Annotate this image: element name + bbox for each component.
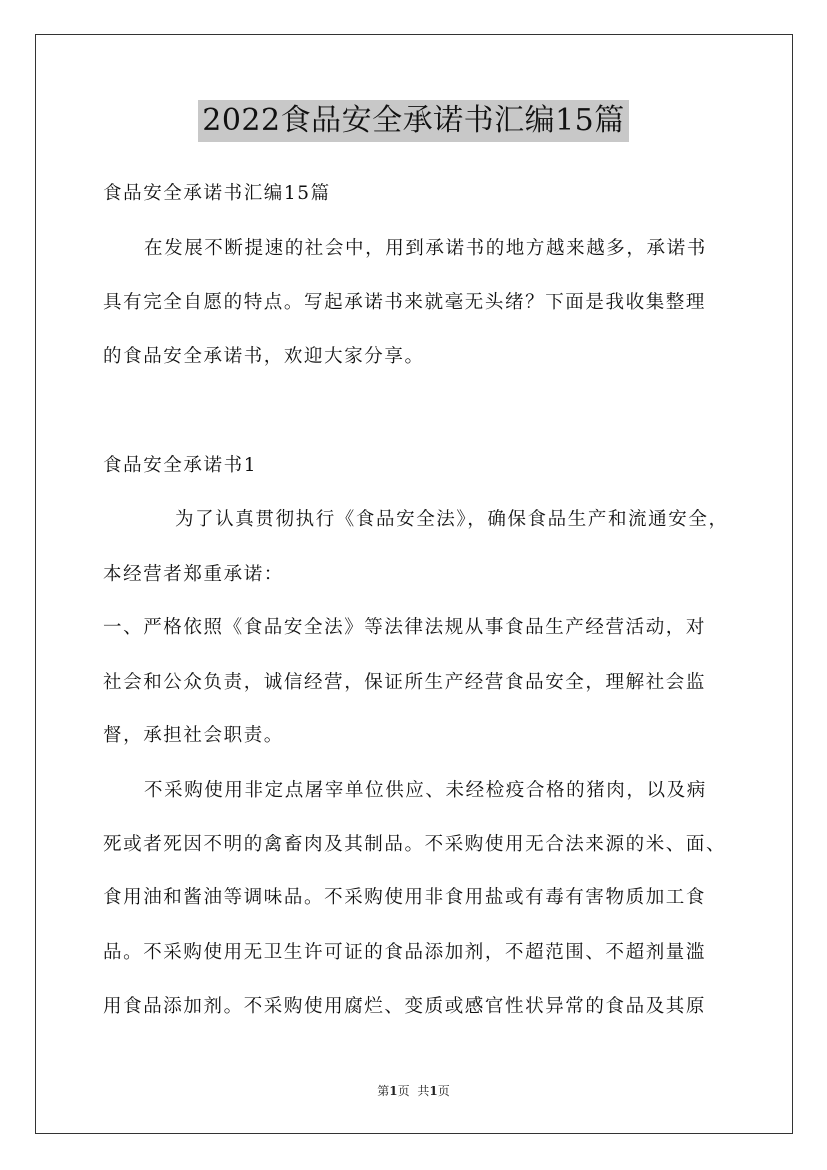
body-line: 在发展不断提速的社会中，用到承诺书的地方越来越多，承诺书 bbox=[144, 238, 707, 259]
body-line: 督，承担社会职责。 bbox=[103, 725, 284, 746]
subtitle-line: 食品安全承诺书汇编15篇 bbox=[103, 183, 331, 204]
body-line: 用食品添加剂。不采购使用腐烂、变质或感官性状异常的食品及其原 bbox=[103, 996, 707, 1017]
page-footer bbox=[0, 1083, 827, 1099]
section-heading: 食品安全承诺书1 bbox=[103, 455, 258, 476]
footer-page-number: 1 bbox=[389, 1084, 398, 1098]
footer-total-suffix: 页 bbox=[437, 1084, 450, 1098]
body-line: 死或者死因不明的禽畜肉及其制品。不采购使用无合法来源的米、面、 bbox=[103, 834, 727, 855]
footer-page-suffix: 页 bbox=[397, 1084, 410, 1098]
body-line: 具有完全自愿的特点。写起承诺书来就毫无头绪？下面是我收集整理 bbox=[103, 292, 707, 313]
document-title: 2022食品安全承诺书汇编15篇 bbox=[198, 100, 629, 142]
body-line: 食用油和酱油等调味品。不采购使用非食用盐或有毒有害物质加工食 bbox=[103, 887, 707, 908]
footer-page-prefix: 第 bbox=[377, 1084, 390, 1098]
body-line: 本经营者郑重承诺： bbox=[103, 564, 284, 585]
footer-total-number: 1 bbox=[429, 1084, 438, 1098]
body-line: 为了认真贯彻执行《食品安全法》，确保食品生产和流通安全， bbox=[175, 509, 729, 530]
body-line: 不采购使用非定点屠宰单位供应、未经检疫合格的猪肉，以及病 bbox=[144, 780, 707, 801]
footer-total-prefix: 共 bbox=[417, 1084, 430, 1098]
body-line: 一、严格依照《食品安全法》等法律法规从事食品生产经营活动，对 bbox=[103, 617, 707, 638]
body-line: 社会和公众负责，诚信经营，保证所生产经营食品安全，理解社会监 bbox=[103, 672, 707, 693]
title-container bbox=[0, 100, 827, 142]
body-line: 品。不采购使用无卫生许可证的食品添加剂，不超范围、不超剂量滥 bbox=[103, 942, 707, 963]
body-line: 的食品安全承诺书，欢迎大家分享。 bbox=[103, 346, 425, 367]
